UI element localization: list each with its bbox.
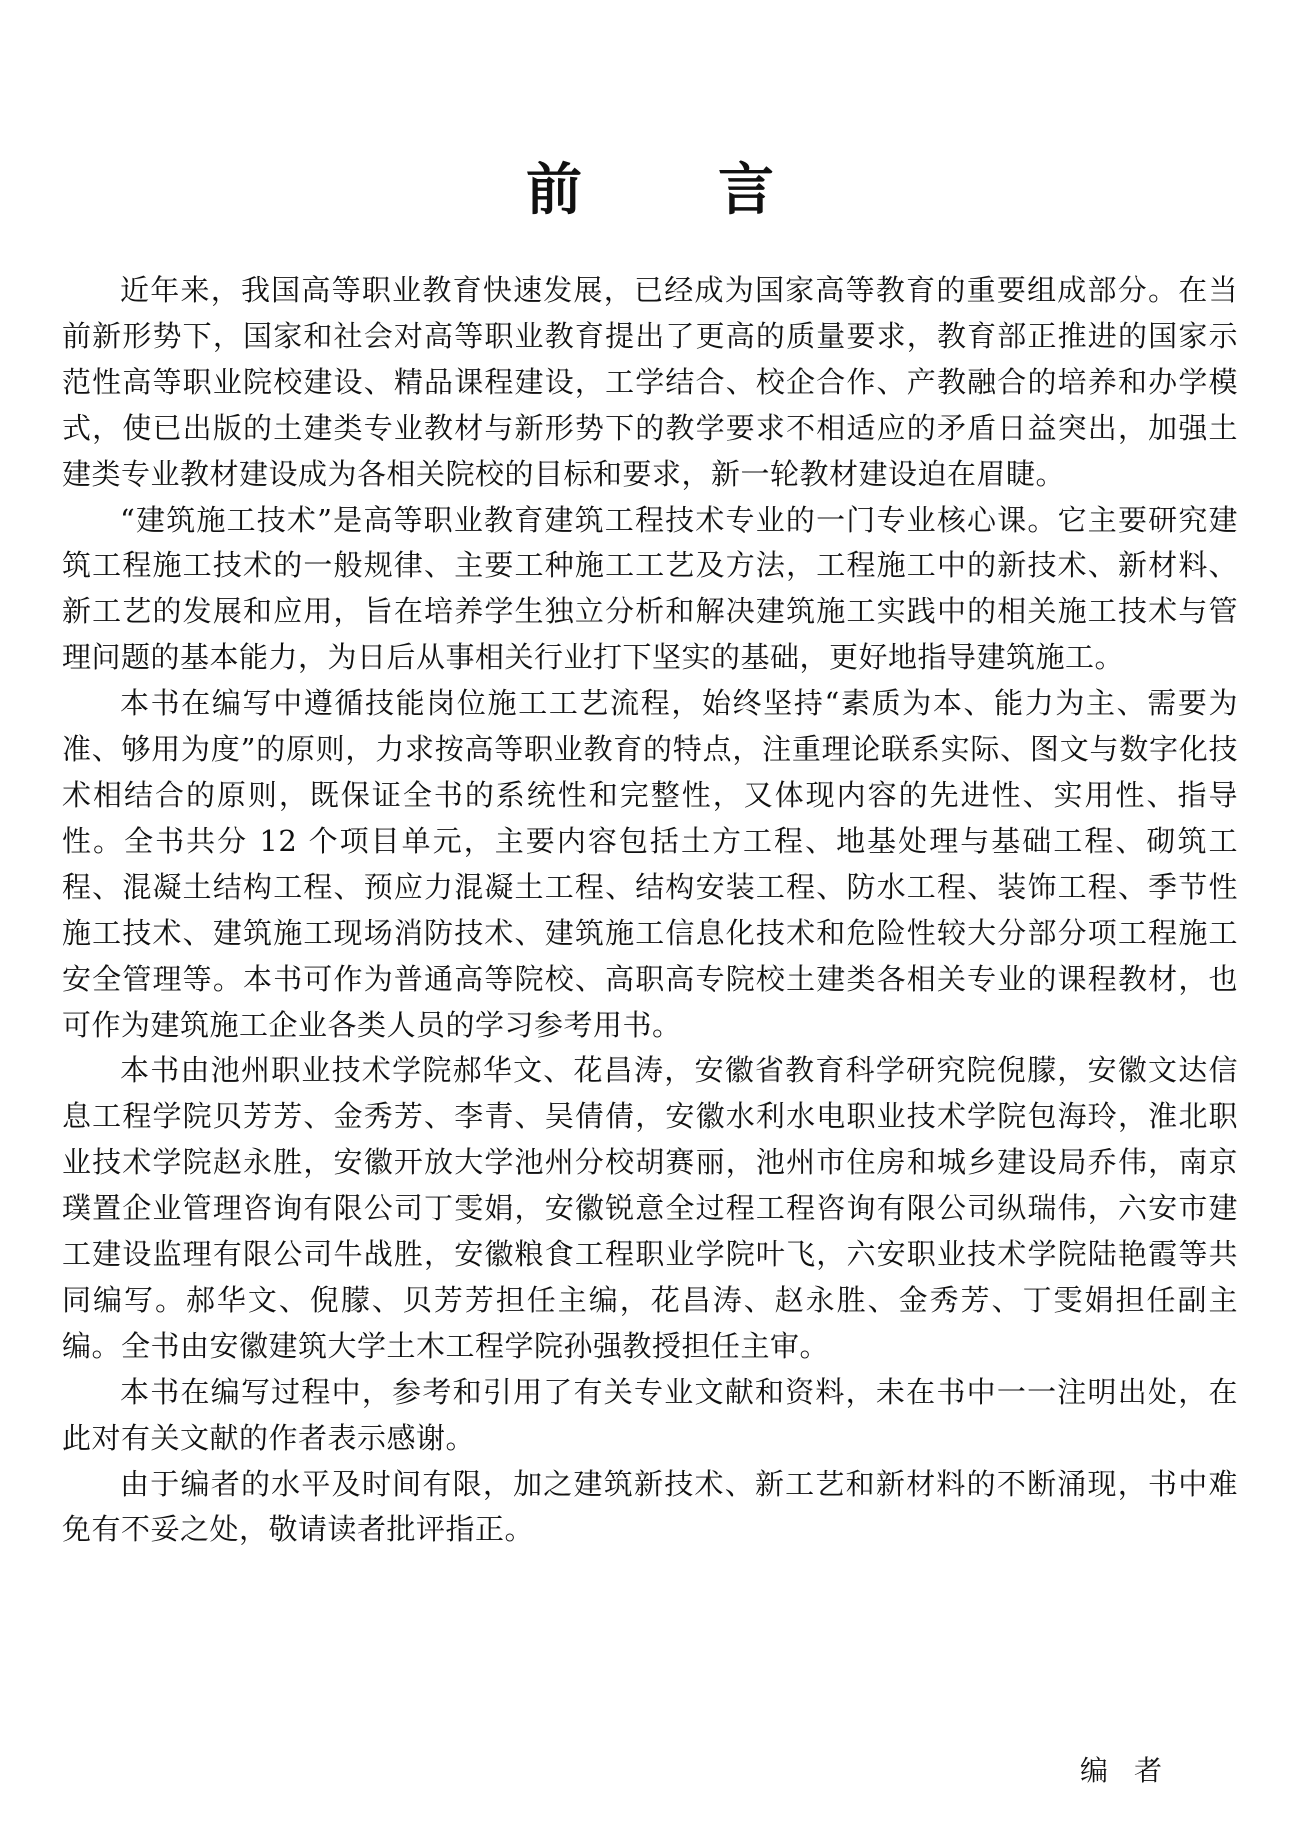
paragraph-1: 近年来，我国高等职业教育快速发展，已经成为国家高等教育的重要组成部分。在当前新形势下，国家和社会对高等职业教育提出了更高的质量要求，教育部正推进的国家示范性高等职业院校建设、精品课程建设，工学结合、校企合作、产教融合的培养和办学模式，使已出版的土建类专业教材与新形势下的教学要求不相适应的矛盾日益突出，加强土建类专业教材建设成为各相关院校的目标和要求，新一轮教材建设迫在眉睫。	[62, 273, 1238, 491]
title-char-left: 前	[526, 157, 582, 223]
paragraph-2: “建筑施工技术”是高等职业教育建筑工程技术专业的一门专业核心课。它主要研究建筑工程施工技术的一般规律、主要工种施工工艺及方法，工程施工中的新技术、新材料、新工艺的发展和应用，旨在培养学生独立分析和解决建筑施工实践中的相关施工技术与管理问题的基本能力，为日后从事相关行业打下坚实的基础，更好地指导建筑施工。	[62, 502, 1238, 675]
signature: 编者	[1080, 1754, 1189, 1787]
paragraph-5: 本书在编写过程中，参考和引用了有关专业文献和资料，未在书中一一注明出处，在此对有关文献的作者表示感谢。	[62, 1374, 1238, 1455]
paragraph-3: 本书在编写中遵循技能岗位施工工艺流程，始终坚持“素质为本、能力为主、需要为准、够用为度”的原则，力求按高等职业教育的特点，注重理论联系实际、图文与数字化技术相结合的原则，既保证全书的系统性和完整性，又体现内容的先进性、实用性、指导性。全书共分 12 个项目单元，主要内容包括土方工程、地基处理与基础工程、砌筑工程、混凝土结构工程、预应力混凝土工程、结构安装工程、防水工程、装饰工程、季节性施工技术、建筑施工现场消防技术、建筑施工信息化技术和危险性较大分部分项工程施工安全管理等。本书可作为普通高等院校、高职高专院校土建类各相关专业的课程教材，也可作为建筑施工企业各类人员的学习参考用书。	[62, 686, 1238, 1042]
preface-body	[62, 268, 1238, 1553]
title-char-right: 言	[718, 157, 774, 223]
paragraph-6: 由于编者的水平及时间有限，加之建筑新技术、新工艺和新材料的不断涌现，书中难免有不妥之处，敬请读者批评指正。	[62, 1466, 1238, 1547]
page-title	[0, 156, 1300, 226]
paragraph-4: 本书由池州职业技术学院郝华文、花昌涛，安徽省教育科学研究院倪朦，安徽文达信息工程学院贝芳芳、金秀芳、李青、吴倩倩，安徽水利水电职业技术学院包海玲，淮北职业技术学院赵永胜，安徽开放大学池州分校胡赛丽，池州市住房和城乡建设局乔伟，南京璞置企业管理咨询有限公司丁雯娟，安徽锐意全过程工程咨询有限公司纵瑞伟，六安市建工建设监理有限公司牛战胜，安徽粮食工程职业学院叶飞，六安职业技术学院陆艳霞等共同编写。郝华文、倪朦、贝芳芳担任主编，花昌涛、赵永胜、金秀芳、丁雯娟担任副主编。全书由安徽建筑大学土木工程学院孙强教授担任主审。	[62, 1053, 1238, 1363]
